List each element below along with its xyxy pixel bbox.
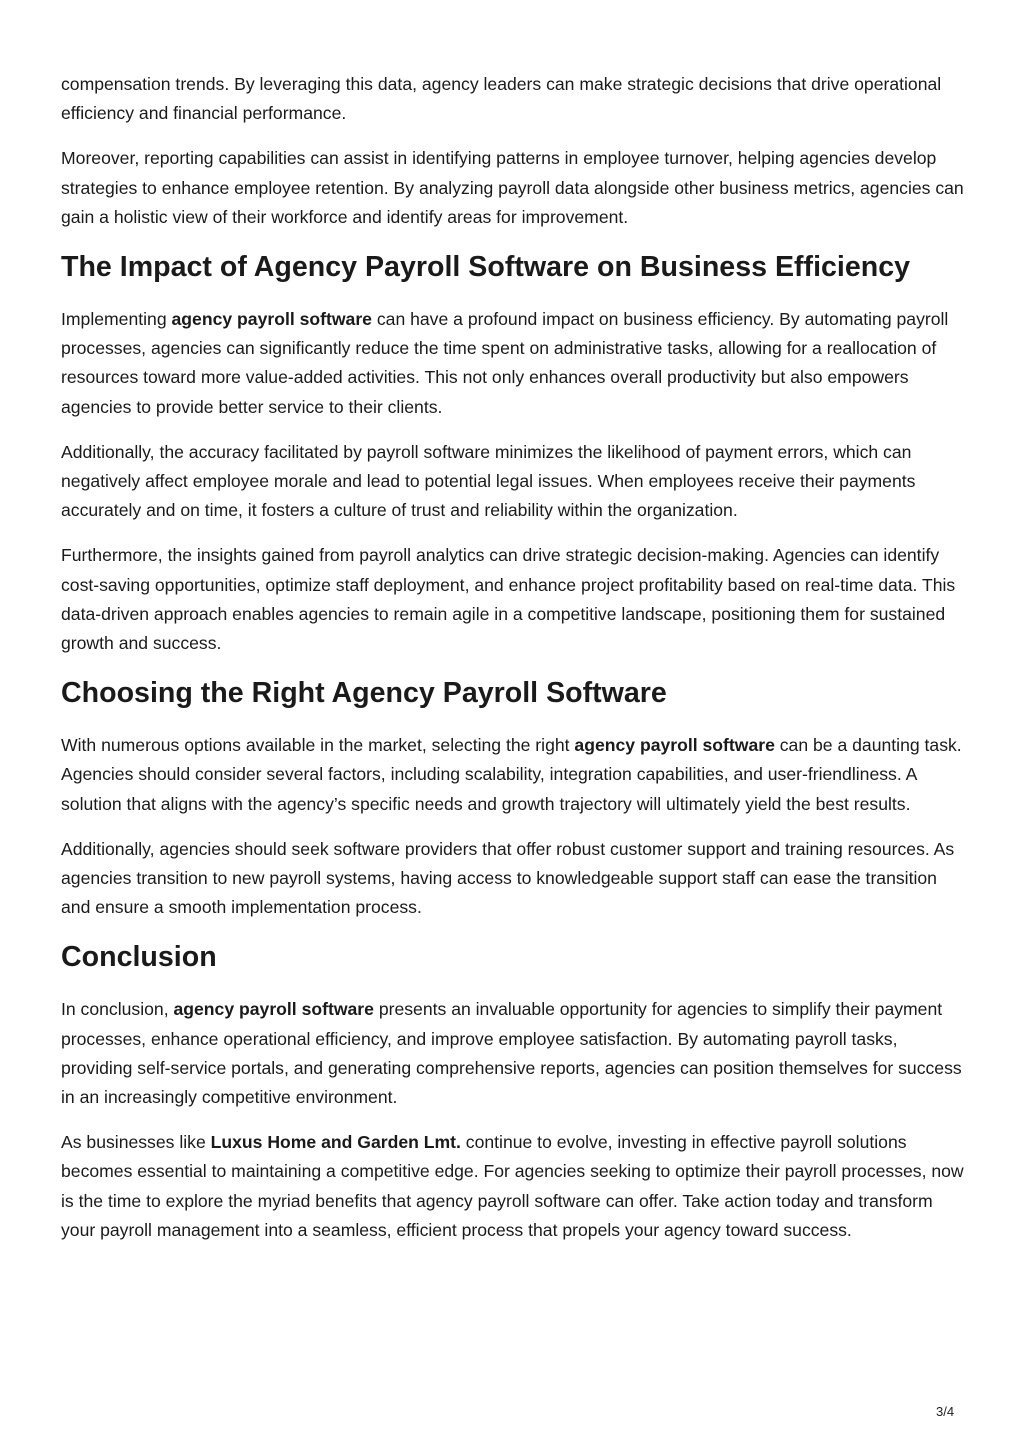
- paragraph-compensation-trends: compensation trends. By leveraging this data, agency leaders can make strategic decisions that drive operational efficiency and financial performance.: [61, 74, 942, 124]
- heading-choosing: Choosing the Right Agency Payroll Software: [61, 677, 667, 710]
- paragraph-providers: Additionally, agencies should seek software providers that offer robust customer support and training resources. As agencies transition to new payroll systems, having access to knowledgeable support staff can ease the transition and ensure a smooth implementation process.: [61, 838, 955, 918]
- heading-impact: The Impact of Agency Payroll Software on Business Efficiency: [61, 251, 911, 284]
- text-segment: can be a daunting task. Agencies should consider several factors, including scalability, integration capabilities, and user-friendliness. A solution that aligns with the agency’s specific needs and growth trajectory will ultimately yield the best results.: [61, 735, 962, 814]
- bold-company-name: Luxus Home and Garden Lmt.: [210, 1132, 461, 1153]
- page-number: 3/4: [936, 1404, 955, 1419]
- bold-keyword: agency payroll software: [173, 999, 374, 1020]
- bold-keyword: agency payroll software: [171, 309, 372, 330]
- paragraph-in-conclusion: [61, 995, 971, 1112]
- paragraph-reporting-capabilities: Moreover, reporting capabilities can assist in identifying patterns in employee turnover, helping agencies develop strategies to enhance employee retention. By analyzing payroll data alongside other business metrics, agencies can gain a holistic view of their workforce and identify areas for improvement.: [61, 148, 964, 227]
- paragraph-implementing: [61, 305, 971, 422]
- bold-keyword: agency payroll software: [574, 735, 775, 756]
- text-segment: continue to evolve, investing in effective payroll solutions becomes essential to maintaining a competitive edge. For agencies seeking to optimize their payroll processes, now is the time to explore the myriad benefits that agency payroll software can offer. Take action today and transform your payroll management into a seamless, efficient process that propels your agency toward success.: [61, 1132, 964, 1240]
- text-segment: In conclusion,: [61, 999, 174, 1020]
- paragraph-as-businesses: [61, 1128, 971, 1245]
- text-segment: With numerous options available in the market, selecting the right: [61, 735, 575, 756]
- paragraph-accuracy: Additionally, the accuracy facilitated by payroll software minimizes the likelihood of payment errors, which can negatively affect employee morale and lead to potential legal issues. When employees receive their payments accurately and on time, it fosters a culture of trust and reliability within the organization.: [61, 441, 916, 521]
- text-segment: Implementing: [61, 309, 172, 330]
- text-segment: can have a profound impact on business efficiency. By automating payroll processes, agencies can significantly reduce the time spent on administrative tasks, allowing for a reallocation of resources toward more value-added activities. This not only enhances overall productivity but also empowers agencies to provide better service to their clients.: [61, 309, 949, 417]
- text-segment: As businesses like: [61, 1132, 211, 1153]
- document-body: [61, 70, 971, 1261]
- paragraph-insights: Furthermore, the insights gained from payroll analytics can drive strategic decision-making. Agencies can identify cost-saving opportunities, optimize staff deployment, and enhance project profitability based on real-time data. This data-driven approach enables agencies to remain agile in a competitive landscape, positioning them for sustained growth and success.: [61, 545, 956, 654]
- heading-conclusion: Conclusion: [61, 941, 217, 974]
- text-segment: presents an invaluable opportunity for agencies to simplify their payment processes, enhance operational efficiency, and improve employee satisfaction. By automating payroll tasks, providing self-service portals, and generating comprehensive reports, agencies can position themselves for success in an increasingly competitive environment.: [61, 999, 962, 1108]
- paragraph-numerous-options: [61, 731, 971, 819]
